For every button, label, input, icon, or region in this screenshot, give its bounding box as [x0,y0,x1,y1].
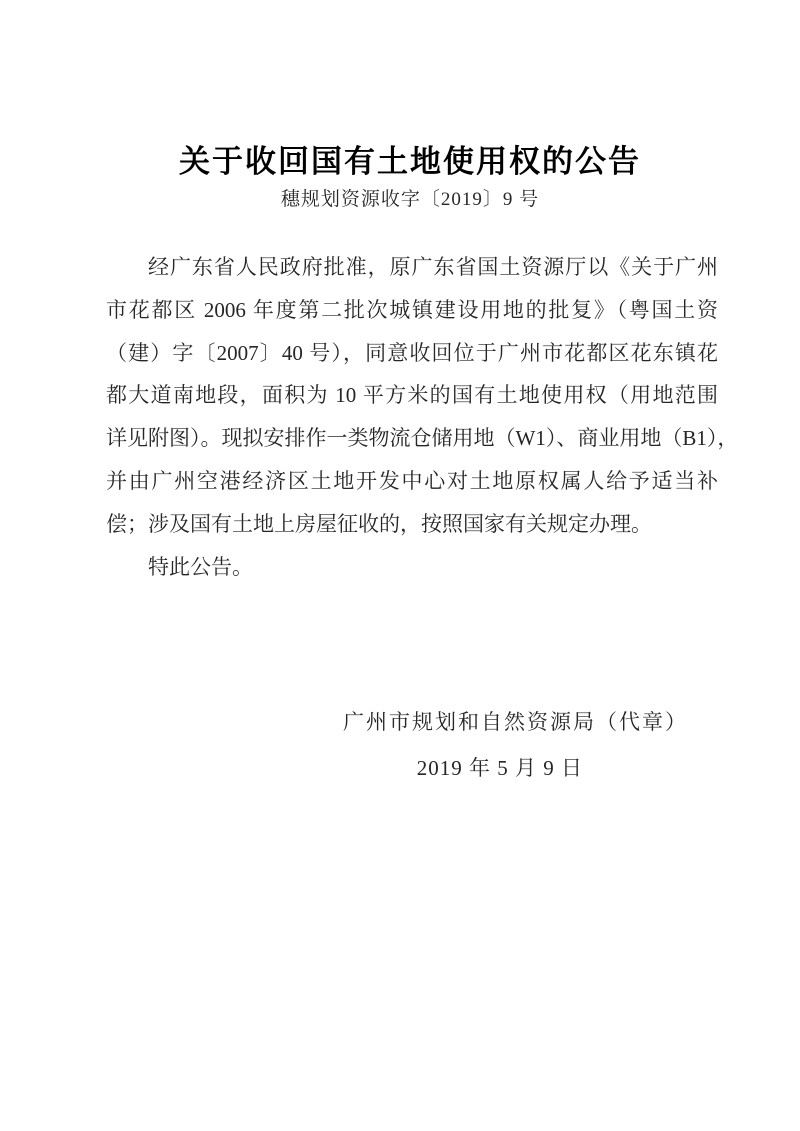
doc-number: 穗规划资源收字〔2019〕9 号 [280,189,540,210]
body-line: 都大道南地段，面积为 10 平方米的国有土地使用权（用地范围 [106,383,718,408]
body-line: （建）字〔2007〕40 号），同意收回位于广州市花都区花东镇花 [106,340,718,365]
signature-date: 2019 年 5 月 9 日 [416,756,583,781]
signature-block [0,709,800,781]
body-line: 经广东省人民政府批准，原广东省国土资源厅以《关于广州 [148,255,718,279]
body-line: 并由广州空港经济区土地开发中心对土地原权属人给予适当补 [106,468,718,493]
body-line: 市花都区 2006 年度第二批次城镇建设用地的批复》（粤国土资 [106,297,718,322]
body-line-closing: 特此公告。 [148,554,253,579]
page-title: 关于收回国有土地使用权的公告 [179,144,641,179]
announcement-body [106,246,739,588]
body-line: 偿；涉及国有土地上房屋征收的，按照国家有关规定办理。 [106,511,652,536]
signature-issuer: 广州市规划和自然资源局（代章） [343,710,688,735]
body-line: 详见附图）。现拟安排作一类物流仓储用地（W1）、商业用地（B1）， [106,426,739,451]
